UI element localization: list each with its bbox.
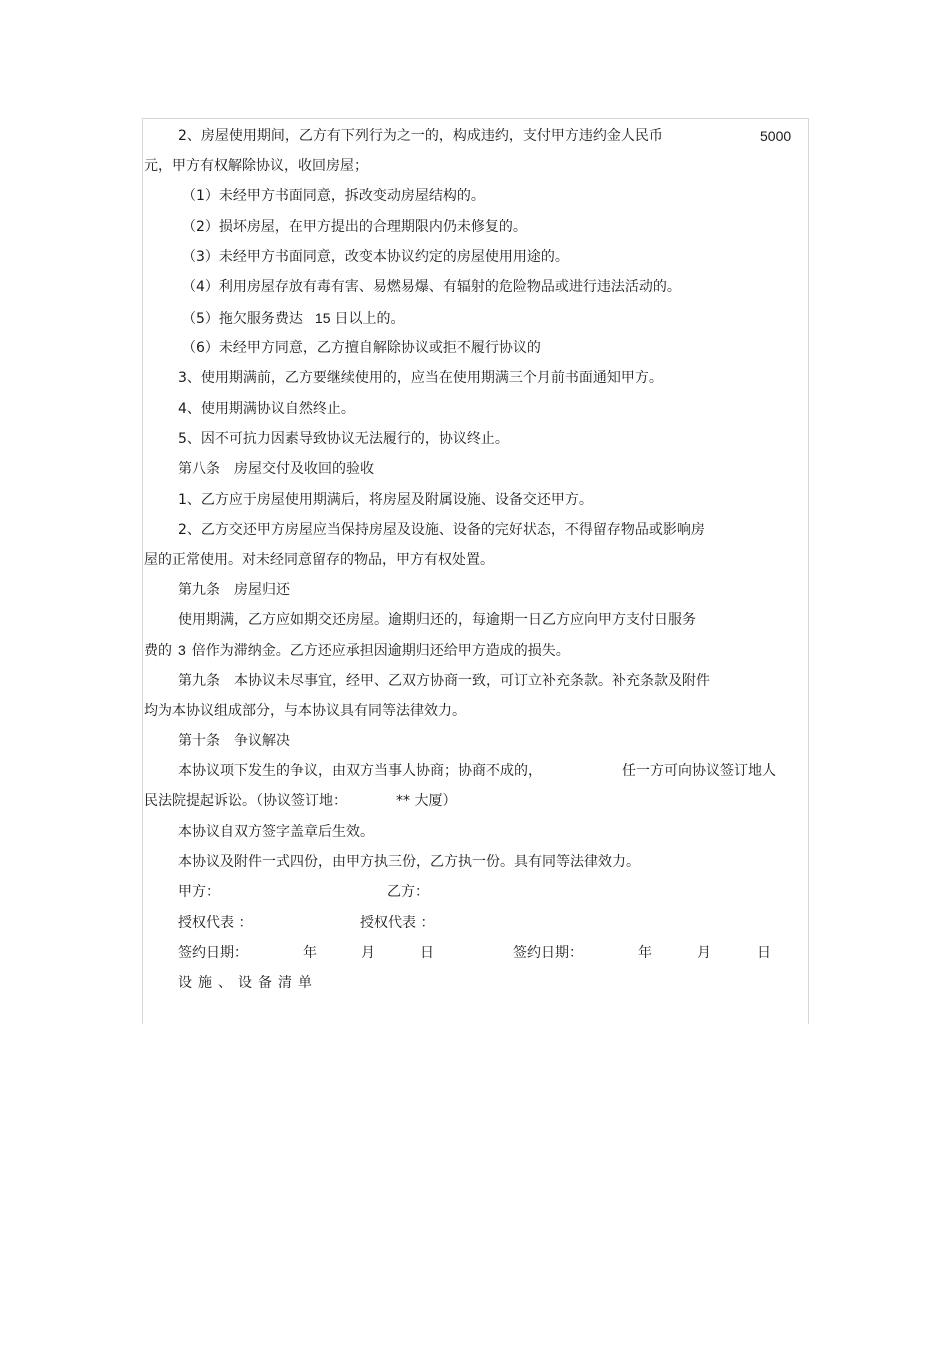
- violation-item-5: [182, 309, 405, 328]
- violation-item-2: （2）损坏房屋，在甲方提出的合理期限内仍未修复的。: [182, 219, 527, 235]
- party-a-representative: 授权代表 ：: [178, 915, 253, 931]
- article-9b-line-1: 第九条 本协议未尽事宜，经甲、乙双方协商一致，可订立补充条款。补充条款及附件: [178, 673, 710, 689]
- party-a-month: 月: [361, 945, 375, 961]
- facilities-list-title: 设施、设备清单: [178, 975, 318, 991]
- article-10-line-2: 民法院提起诉讼。（协议签订地：: [144, 793, 347, 809]
- penalty-amount: 5000: [760, 128, 792, 144]
- article-9-heading: 第九条 房屋归还: [178, 582, 290, 598]
- violation-item-3: （3）未经甲方书面同意，改变本协议约定的房屋使用用途的。: [182, 249, 569, 265]
- violation-item-1: （1）未经甲方书面同意，拆改变动房屋结构的。: [182, 188, 485, 204]
- copies-clause: 本协议及附件一式四份，由甲方执三份，乙方执一份。具有同等法律效力。: [178, 854, 640, 870]
- clause-7-4: 4、使用期满协议自然终止。: [178, 401, 355, 417]
- late-fee-multiplier: 3: [178, 642, 186, 658]
- clause-8-2-line-2: 屋的正常使用。对未经同意留存的物品，甲方有权处置。: [144, 552, 494, 568]
- party-a-sign-date: 签约日期：: [178, 945, 248, 961]
- clause-7-3: 3、使用期满前，乙方要继续使用的，应当在使用期满三个月前书面通知甲方。: [178, 370, 663, 386]
- article-10-heading: 第十条 争议解决: [178, 733, 290, 749]
- article-9b-line-2: 均为本协议组成部分，与本协议具有同等法律效力。: [144, 703, 466, 719]
- article-9-line-2: [144, 641, 570, 660]
- violation-item-6: （6）未经甲方同意，乙方擅自解除协议或拒不履行协议的: [182, 340, 541, 356]
- article-10-line-1-tail: 任一方可向协议签订地人: [622, 763, 776, 779]
- party-b-sign-date: 签约日期：: [513, 945, 583, 961]
- party-a-year: 年: [303, 945, 317, 961]
- article-9-line-2-text: 倍作为滞纳金。乙方还应承担因逾期归还给甲方造成的损失。: [191, 643, 570, 659]
- violation-item-5-text: （5）拖欠服务费达: [182, 311, 303, 327]
- article-9-line-2-prefix: 费的: [144, 643, 172, 659]
- party-a-label: 甲方：: [178, 884, 220, 900]
- clause-7-2-line-1: 2、房屋使用期间，乙方有下列行为之一的，构成违约，支付甲方违约金人民币: [178, 128, 663, 144]
- signing-place: ** 大厦）: [396, 793, 457, 809]
- clause-7-5: 5、因不可抗力因素导致协议无法履行的，协议终止。: [178, 431, 509, 447]
- party-b-representative: 授权代表 ：: [360, 915, 435, 931]
- party-b-label: 乙方：: [387, 884, 429, 900]
- clause-8-1: 1、乙方应于房屋使用期满后，将房屋及附属设施、设备交还甲方。: [178, 492, 593, 508]
- clause-7-2-line-2: 元，甲方有权解除协议，收回房屋；: [144, 158, 368, 174]
- article-10-line-1: 本协议项下发生的争议，由双方当事人协商；协商不成的，: [178, 763, 542, 779]
- article-8-heading: 第八条 房屋交付及收回的验收: [178, 461, 374, 477]
- party-a-day: 日: [420, 945, 434, 961]
- clause-8-2-line-1: 2、乙方交还甲方房屋应当保持房屋及设施、设备的完好状态，不得留存物品或影响房: [178, 522, 705, 538]
- effective-clause: 本协议自双方签字盖章后生效。: [178, 824, 374, 840]
- party-b-year: 年: [638, 945, 652, 961]
- party-b-day: 日: [757, 945, 771, 961]
- violation-item-5-suffix: 日以上的。: [334, 311, 405, 327]
- article-9-line-1: 使用期满，乙方应如期交还房屋。逾期归还的，每逾期一日乙方应向甲方支付日服务: [178, 612, 696, 628]
- party-b-month: 月: [697, 945, 711, 961]
- violation-item-4: （4）利用房屋存放有毒有害、易燃易爆、有辐射的危险物品或进行违法活动的。: [182, 279, 681, 295]
- overdue-days: 15: [314, 310, 331, 326]
